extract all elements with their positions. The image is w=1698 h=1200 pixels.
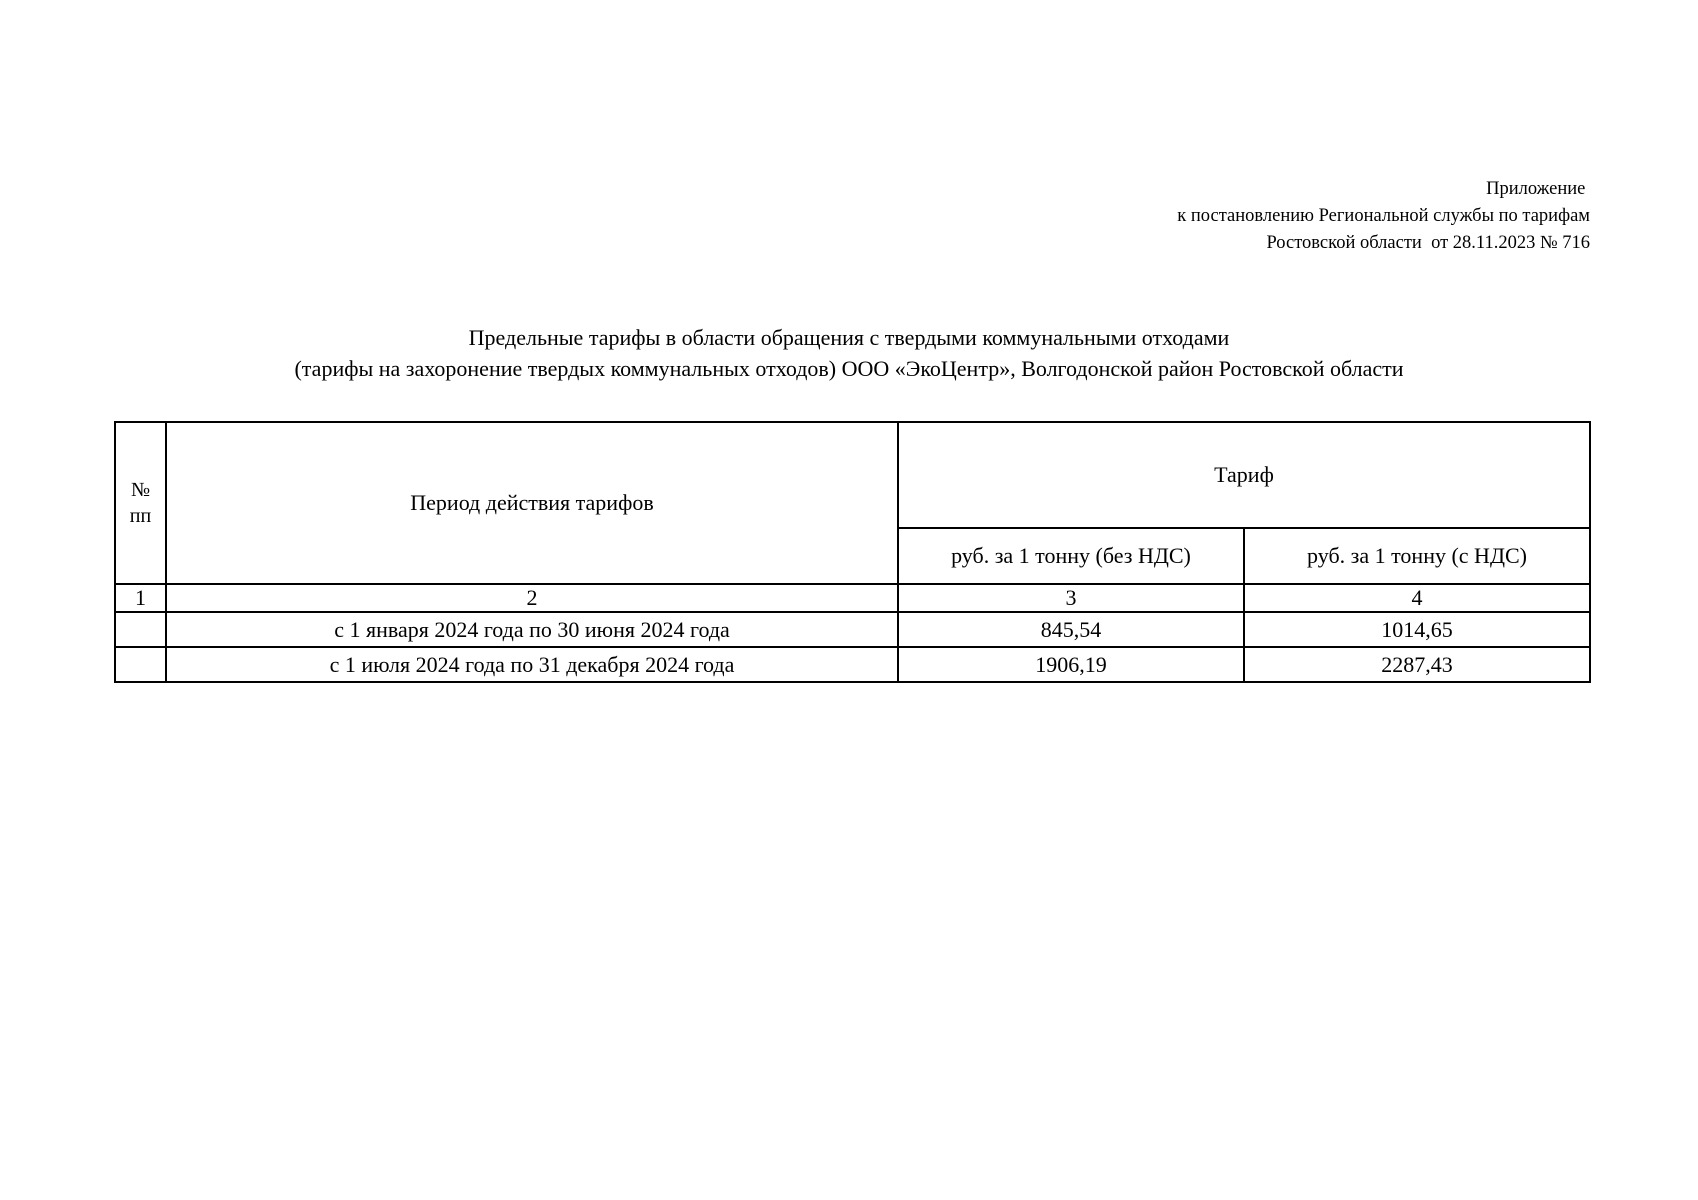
title-line-2: (тарифы на захоронение твердых коммунальных отходов) ООО «ЭкоЦентр», Волгодонской район Ростовской области xyxy=(294,356,1404,381)
title-line-1: Предельные тарифы в области обращения с твердыми коммунальными отходами xyxy=(468,325,1230,350)
column-index: 4 xyxy=(1244,584,1590,612)
appendix-resolution: к постановлению Региональной службы по тарифам xyxy=(1177,206,1590,226)
header-number-sign: № xyxy=(130,479,151,501)
row-tariff-with-vat: 2287,43 xyxy=(1244,647,1590,682)
row-period: с 1 января 2024 года по 30 июня 2024 года xyxy=(166,612,898,647)
table-row xyxy=(115,612,1590,647)
header-number-abbr: пп xyxy=(129,505,152,527)
row-number xyxy=(115,647,166,682)
appendix-header xyxy=(1177,176,1590,257)
row-tariff-no-vat: 845,54 xyxy=(898,612,1244,647)
tariff-table xyxy=(114,421,1591,683)
header-no-vat: руб. за 1 тонну (без НДС) xyxy=(898,528,1244,584)
row-tariff-no-vat: 1906,19 xyxy=(898,647,1244,682)
header-period: Период действия тарифов xyxy=(166,422,898,584)
table-row xyxy=(115,647,1590,682)
column-index: 3 xyxy=(898,584,1244,612)
appendix-date-number: Ростовской области от 28.11.2023 № 716 xyxy=(1266,233,1590,253)
row-tariff-with-vat: 1014,65 xyxy=(1244,612,1590,647)
appendix-label: Приложение xyxy=(1486,179,1590,199)
header-number xyxy=(115,422,166,584)
header-tariff: Тариф xyxy=(898,422,1590,528)
header-with-vat: руб. за 1 тонну (с НДС) xyxy=(1244,528,1590,584)
column-index: 2 xyxy=(166,584,898,612)
column-index-row xyxy=(115,584,1590,612)
document-title xyxy=(0,322,1698,384)
table-header-row xyxy=(115,422,1590,528)
row-number xyxy=(115,612,166,647)
row-period: с 1 июля 2024 года по 31 декабря 2024 года xyxy=(166,647,898,682)
column-index: 1 xyxy=(115,584,166,612)
